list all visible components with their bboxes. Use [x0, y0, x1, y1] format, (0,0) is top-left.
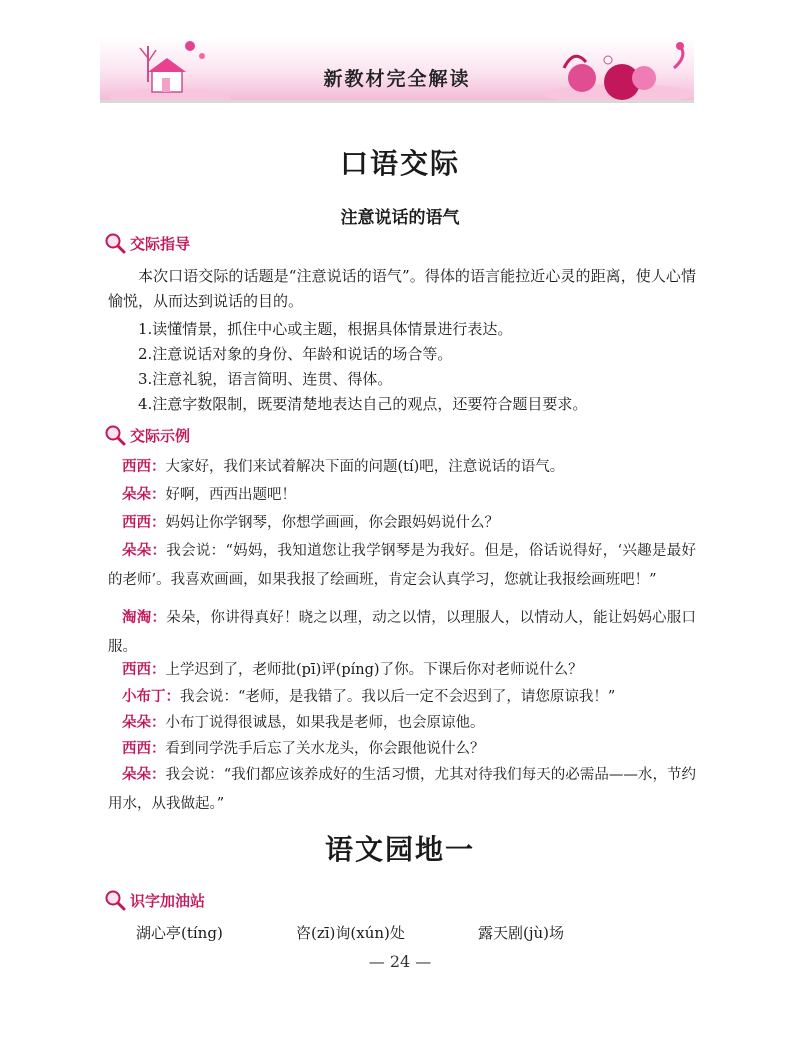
- magnifier-icon: [104, 232, 126, 254]
- guide-intro: 本次口语交际的话题是“注意说话的语气”。得体的语言能拉近心灵的距离，使人心情愉悦，从而达到说话的目的。: [108, 267, 696, 310]
- example-heading: 交际示例: [130, 426, 191, 445]
- guide-section-header: [104, 232, 190, 254]
- dialogue-text: 妈妈让你学钢琴，你想学画画，你会跟妈妈说什么？: [165, 515, 499, 531]
- page-header-banner: [100, 38, 694, 103]
- dialogue-text: 上学迟到了，老师批(pī)评(píng)了你。下课后你对老师说什么？: [165, 662, 583, 678]
- guide-item: 3.注意礼貌，语言简明、连贯、得体。: [138, 370, 393, 388]
- dialogue-line: [108, 709, 696, 738]
- guide-item: 1.读懂情景，抓住中心或主题，根据具体情景进行表达。: [138, 320, 513, 338]
- literacy-heading: 识字加油站: [130, 891, 206, 910]
- dialogue-line: [108, 509, 696, 538]
- dialogue-speaker: 朵朵：: [122, 543, 167, 559]
- dialogue-line: [108, 453, 696, 482]
- dialogue-speaker: 小布丁：: [122, 689, 180, 705]
- literacy-word: 湖心亭(tíng): [136, 924, 223, 942]
- dialogue-speaker: 朵朵：: [122, 487, 166, 503]
- dialogue-text: 小布丁说得很诚恳，如果我是老师，也会原谅他。: [165, 715, 485, 731]
- dialogue-line: [108, 735, 696, 764]
- literacy-word: 咨(zī)询(xún)处: [296, 924, 405, 942]
- dialogue-text: 看到同学洗手后忘了关水龙头，你会跟他说什么？: [165, 741, 485, 757]
- dialogue-text: 我会说：“老师，是我错了。我以后一定不会迟到了，请您原谅我！”: [180, 689, 616, 705]
- dialogue-line: [108, 761, 696, 819]
- guide-heading: 交际指导: [130, 234, 191, 253]
- guide-item: 2.注意说话对象的身份、年龄和说话的场合等。: [138, 345, 453, 363]
- oral-communication-title: 口语交际: [339, 147, 460, 180]
- dialogue-text: 我会说：“我们都应该养成好的生活习惯，尤其对待我们每天的必需品——水，节约用水，从我做起。”: [108, 767, 696, 812]
- dialogue-text: 好啊，西西出题吧！: [165, 487, 296, 503]
- dialogue-speaker: 淘淘：: [122, 610, 167, 626]
- oral-communication-subtitle: 注意说话的语气: [340, 208, 460, 228]
- guide-item: 4.注意字数限制，既要清楚地表达自己的观点，还要符合题目要求。: [138, 395, 588, 413]
- dialogue-line: [108, 604, 696, 662]
- page-number: — 24 —: [368, 952, 432, 971]
- dialogue-line: [108, 481, 696, 510]
- literacy-word: 露天剧(jù)场: [478, 924, 565, 942]
- magnifier-icon: [104, 889, 126, 911]
- dialogue-text: 大家好，我们来试着解决下面的问题(tí)吧，注意说话的语气。: [165, 459, 565, 475]
- example-section-header: [104, 424, 190, 446]
- chinese-garden-title: 语文园地一: [324, 833, 475, 866]
- dialogue-speaker: 西西：: [122, 459, 166, 475]
- dialogue-speaker: 西西：: [122, 515, 166, 531]
- header-title: 新教材完全解读: [323, 68, 471, 90]
- dialogue-speaker: 西西：: [122, 662, 166, 678]
- dialogue-text: 朵朵，你讲得真好！晓之以理，动之以情，以理服人，以情动人，能让妈妈心服口服。: [108, 610, 696, 655]
- dialogue-line: [108, 537, 696, 595]
- dialogue-speaker: 西西：: [122, 741, 166, 757]
- dialogue-speaker: 朵朵：: [122, 767, 166, 783]
- dialogue-text: 我会说：“妈妈，我知道您让我学钢琴是为我好。但是，俗话说得好，‘兴趣是最好的老师’。我喜欢画画，如果我报了绘画班，肯定会认真学习，您就让我报绘画班吧！”: [108, 543, 696, 588]
- dialogue-line: [108, 656, 696, 685]
- dialogue-speaker: 朵朵：: [122, 715, 166, 731]
- magnifier-icon: [104, 424, 126, 446]
- flower-decoration-icon: [524, 38, 694, 100]
- literacy-section-header: [104, 889, 205, 911]
- dialogue-line: [108, 683, 696, 712]
